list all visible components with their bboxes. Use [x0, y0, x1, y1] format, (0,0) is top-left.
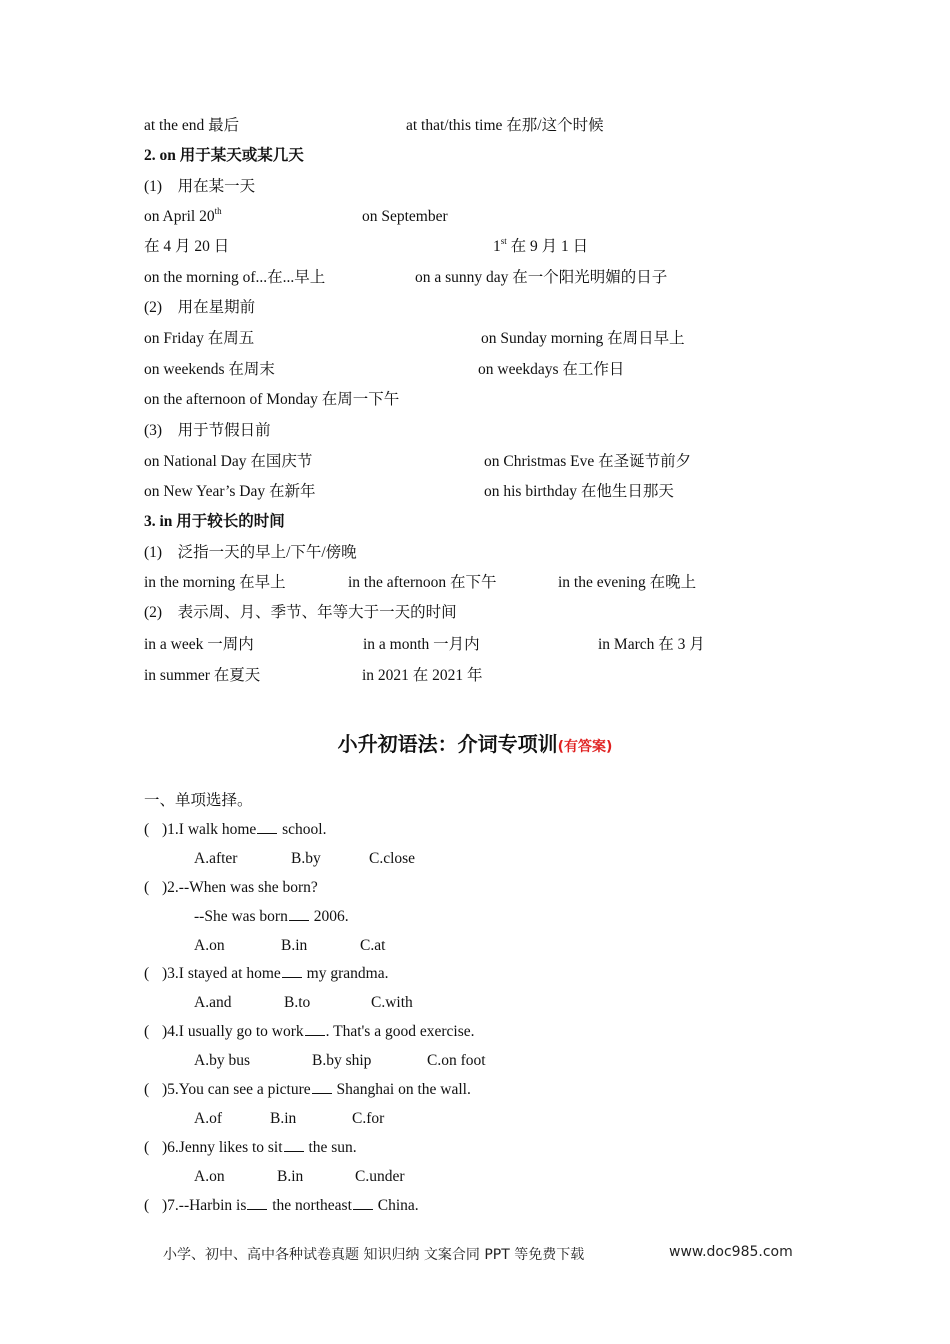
option[interactable]: C.with	[371, 994, 413, 1011]
question-3: ( )3.I stayed at home my grandma.	[144, 965, 389, 982]
answer-blank[interactable]	[353, 1196, 373, 1210]
question-2-line2: --She was born 2006.	[194, 908, 349, 925]
question-1: ( )1.I walk home school.	[144, 821, 327, 838]
option[interactable]: C.for	[352, 1110, 385, 1127]
answer-blank[interactable]	[257, 820, 277, 834]
subheading-on-1: (1) 用在某一天	[144, 178, 256, 195]
option[interactable]: A.on	[194, 1168, 225, 1185]
option[interactable]: A.after	[194, 850, 238, 867]
heading-on: 2. on 用于某天或某几天	[144, 147, 304, 164]
footer-url[interactable]: www.doc985.com	[669, 1244, 793, 1260]
subheading-in-2: (2) 表示周、月、季节、年等大于一天的时间	[144, 604, 457, 621]
answer-blank[interactable]	[312, 1080, 332, 1094]
footer-text: 小学、初中、高中各种试卷真题 知识归纳 文案合同 PPT 等免费下载	[163, 1247, 585, 1263]
option[interactable]: C.on foot	[427, 1052, 486, 1069]
answer-blank[interactable]	[282, 964, 302, 978]
exercise-heading: 一、单项选择。	[144, 792, 253, 809]
option[interactable]: B.in	[281, 937, 308, 954]
question-7: ( )7.--Harbin is the northeast China.	[144, 1197, 419, 1214]
option[interactable]: C.under	[355, 1168, 405, 1185]
option[interactable]: B.by	[291, 850, 321, 867]
option[interactable]: C.close	[369, 850, 416, 867]
option[interactable]: B.in	[277, 1168, 304, 1185]
subheading-on-3: (3) 用于节假日前	[144, 422, 271, 439]
answer-tag: (有答案)	[557, 739, 613, 755]
question-4: ( )4.I usually go to work . That's a good exercise.	[144, 1023, 475, 1040]
option[interactable]: B.in	[270, 1110, 297, 1127]
option[interactable]: A.and	[194, 994, 232, 1011]
option[interactable]: A.on	[194, 937, 225, 954]
page-title: 小升初语法：介词专项训(有答案)	[337, 732, 613, 756]
answer-blank[interactable]	[284, 1138, 304, 1152]
option[interactable]: A.by bus	[194, 1052, 250, 1069]
footer	[163, 1244, 793, 1264]
option[interactable]: B.to	[284, 994, 311, 1011]
heading-in: 3. in 用于较长的时间	[144, 513, 285, 530]
option[interactable]: C.at	[360, 937, 386, 954]
question-2: ( )2.--When was she born?	[144, 879, 318, 896]
answer-blank[interactable]	[289, 907, 309, 921]
option[interactable]: A.of	[194, 1110, 222, 1127]
option[interactable]: B.by ship	[312, 1052, 372, 1069]
subheading-on-2: (2) 用在星期前	[144, 299, 256, 316]
question-5: ( )5.You can see a picture Shanghai on the wall.	[144, 1081, 471, 1098]
question-6: ( )6.Jenny likes to sit the sun.	[144, 1139, 357, 1156]
answer-blank[interactable]	[305, 1022, 325, 1036]
answer-blank[interactable]	[247, 1196, 267, 1210]
row-on-monday: on the afternoon of Monday 在周一下午	[144, 391, 400, 408]
subheading-in-1: (1) 泛指一天的早上/下午/傍晚	[144, 544, 357, 561]
